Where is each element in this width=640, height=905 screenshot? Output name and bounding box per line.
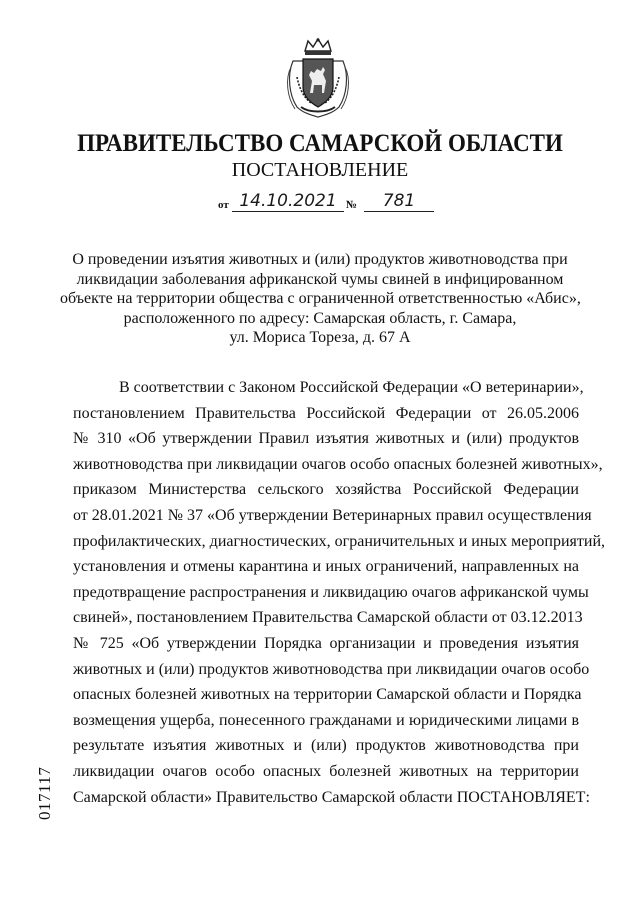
- subject-line: объекте на территории общества с ограниченной ответственностью «Абис»,: [60, 290, 581, 307]
- document-body: [73, 375, 605, 810]
- serial-number-wrap: [35, 766, 88, 840]
- document-number: 781: [364, 191, 434, 212]
- body-line: результате изъятия животных и (или) продуктов животноводства при: [73, 737, 579, 755]
- body-line: предотвращение распространения и ликвидацию очагов африканской чумы: [73, 583, 589, 601]
- body-line: постановлением Правительства Российской Федерации от 26.05.2006: [73, 404, 579, 422]
- body-line: от 28.01.2021 № 37 «Об утверждении Ветеринарных правил осуществления: [73, 506, 592, 524]
- document-subject: [60, 250, 580, 348]
- body-line: опасных болезней животных на территории Самарской области и Порядка: [73, 686, 582, 704]
- body-line: № 725 «Об утверждении Порядка организации и проведения изъятия: [73, 634, 579, 652]
- body-line: животноводства при ликвидации очагов особо опасных болезней животных»,: [73, 455, 603, 473]
- body-line: ликвидации очагов особо опасных болезней животных на территории: [73, 762, 579, 780]
- body-line: профилактических, диагностических, ограничительных и иных мероприятий,: [73, 532, 605, 550]
- body-line: Самарской области» Правительство Самарской области ПОСТАНОВЛЯЕТ:: [73, 788, 590, 806]
- date-prefix: от: [218, 199, 229, 211]
- body-line: № 310 «Об утверждении Правил изъятия животных и (или) продуктов: [73, 430, 579, 448]
- subject-line: ул. Мориса Тореза, д. 67 А: [229, 329, 411, 346]
- serial-number: 017117: [35, 766, 54, 820]
- subject-line: О проведении изъятия животных и (или) продуктов животноводства при: [72, 251, 568, 268]
- date-number-line: [218, 191, 433, 215]
- number-label: №: [346, 199, 358, 211]
- body-line: свиней», постановлением Правительства Самарской области от 03.12.2013: [73, 609, 583, 627]
- body-line: возмещения ущерба, понесенного гражданами и юридическими лицами в: [73, 711, 579, 729]
- coat-of-arms-icon: [283, 37, 353, 119]
- body-line: животных и (или) продуктов животноводства при ликвидации очагов особо: [73, 660, 590, 678]
- body-line: приказом Министерства сельского хозяйства Российской Федерации: [73, 481, 579, 499]
- government-title: ПРАВИТЕЛЬСТВО САМАРСКОЙ ОБЛАСТИ: [77, 130, 563, 157]
- document-date: 14.10.2021: [232, 191, 344, 212]
- body-line: В соответствии с Законом Российской Федерации «О ветеринарии»,: [119, 379, 584, 396]
- document-type: ПОСТАНОВЛЕНИЕ: [231, 159, 409, 181]
- subject-line: ликвидации заболевания африканской чумы свиней в инфицированном: [76, 270, 564, 288]
- subject-line: расположенного по адресу: Самарская область, г. Самара,: [123, 309, 517, 327]
- body-line: установления и отмены карантина и иных ограничений, направленных на: [73, 558, 579, 576]
